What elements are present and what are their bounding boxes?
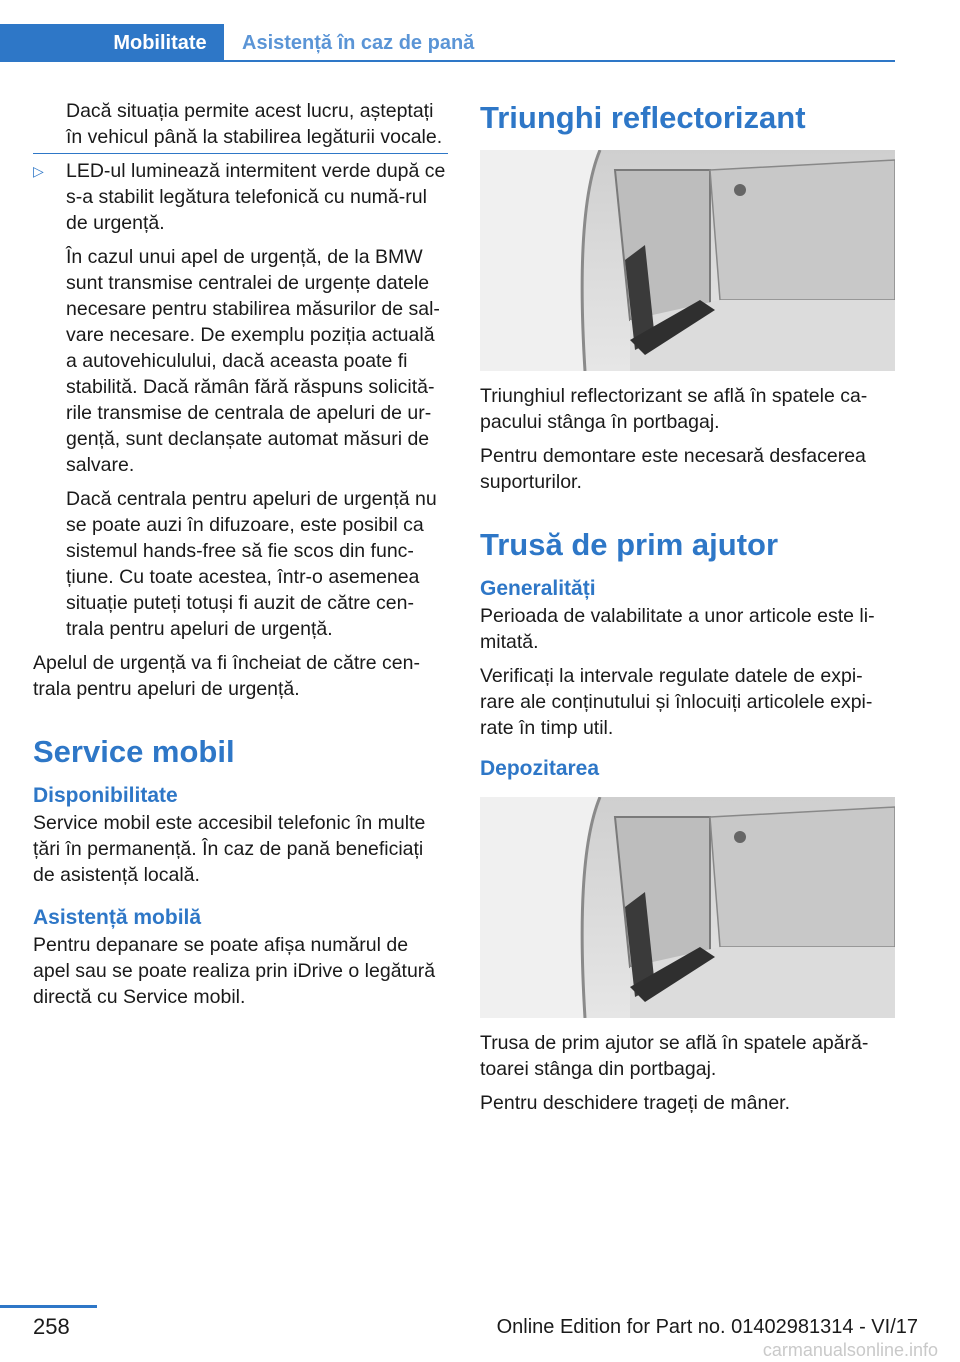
- left-column: [33, 98, 448, 1018]
- right-column: [480, 98, 895, 1124]
- heading-triunghi: Triunghi reflectorizant: [480, 100, 806, 135]
- breadcrumb-section[interactable]: Asistență în caz de pană: [242, 32, 475, 54]
- paragraph-first-aid-location: Trusa de prim ajutor se află în spatele apără‐toarei stânga din portbagaj.: [480, 1032, 869, 1080]
- tab-mobilitate[interactable]: Mobilitate: [96, 24, 224, 62]
- edition-info: Online Edition for Part no. 01402981314 - VI/17: [496, 1316, 918, 1338]
- watermark: carmanualsonline.info: [762, 1340, 938, 1360]
- heading-generalitati: Generalități: [480, 577, 596, 600]
- paragraph-handsfree: Dacă centrala pentru apeluri de urgență nu se poate auzi în difuzoare, este posibil ca sistemul hands-free să fie scos din func‐țiune. Cu toate acestea, într-o asemenea situație puteți totuși fi auzit de către cen‐trala pentru apeluri de urgență.: [66, 488, 437, 640]
- paragraph-first-aid-open: Pentru deschidere trageți de mâner.: [480, 1092, 791, 1114]
- paragraph-asistenta-mobila: Pentru depanare se poate afișa numărul de apel sau se poate realiza prin iDrive o legătură directă cu Service mobil.: [33, 934, 436, 1008]
- page-header: [0, 0, 895, 62]
- page-number: 258: [33, 1314, 70, 1339]
- trunk-illustration-2: [480, 797, 895, 1018]
- heading-depozitarea: Depozitarea: [480, 757, 600, 780]
- paragraph-disponibilitate: Service mobil este accesibil telefonic în multe țări în permanență. În caz de pană beneficiați de asistență locală.: [33, 812, 426, 886]
- header-accent-block: [0, 24, 96, 62]
- paragraph-wait-in-vehicle: Dacă situația permite acest lucru, așteptați în vehicul până la stabilirea legăturii vocale.: [66, 100, 443, 148]
- trunk-photo-triangle: [480, 150, 895, 371]
- heading-trusa: Trusă de prim ajutor: [480, 527, 779, 562]
- bullet-divider: [33, 153, 448, 154]
- trunk-photo-first-aid: [480, 797, 895, 1018]
- paragraph-validity: Perioada de valabilitate a unor articole este li‐mitată.: [480, 605, 875, 653]
- bullet-text: LED-ul luminează intermitent verde după ce s-a stabilit legătura telefonică cu numă‐rul de urgență.: [66, 160, 446, 234]
- paragraph-expiry-check: Verificați la intervale regulate datele de expi‐rare ale conținutului și înlocuiți articolele expi‐rate în timp util.: [480, 665, 873, 739]
- triangle-bullet-icon: ▷: [33, 163, 44, 179]
- heading-disponibilitate: Disponibilitate: [33, 784, 178, 807]
- list-item-led: [33, 158, 448, 236]
- paragraph-emergency-data: În cazul unui apel de urgență, de la BMW sunt transmise centralei de urgențe datele necesare pentru stabilirea măsurilor de sal‐vare necesare. De exemplu poziția actuală a autovehiculului, dacă aceasta poate fi stabilită. Dacă rămân fără răspuns solicită‐rile transmise de centrala de apeluri de ur‐gență, sunt declanșate automat măsuri de salvare.: [66, 246, 440, 476]
- paragraph-triangle-location: Triunghiul reflectorizant se află în spatele ca‐pacului stânga în portbagaj.: [480, 385, 868, 433]
- heading-service-mobil: Service mobil: [33, 734, 235, 769]
- heading-asistenta-mobila: Asistență mobilă: [33, 906, 202, 929]
- footer-accent-line: [0, 1305, 97, 1308]
- paragraph-call-end: Apelul de urgență va fi încheiat de către cen‐trala pentru apeluri de urgență.: [33, 652, 420, 700]
- trunk-illustration-1: [480, 150, 895, 371]
- paragraph-triangle-removal: Pentru demontare este necesară desfacerea suporturilor.: [480, 445, 866, 493]
